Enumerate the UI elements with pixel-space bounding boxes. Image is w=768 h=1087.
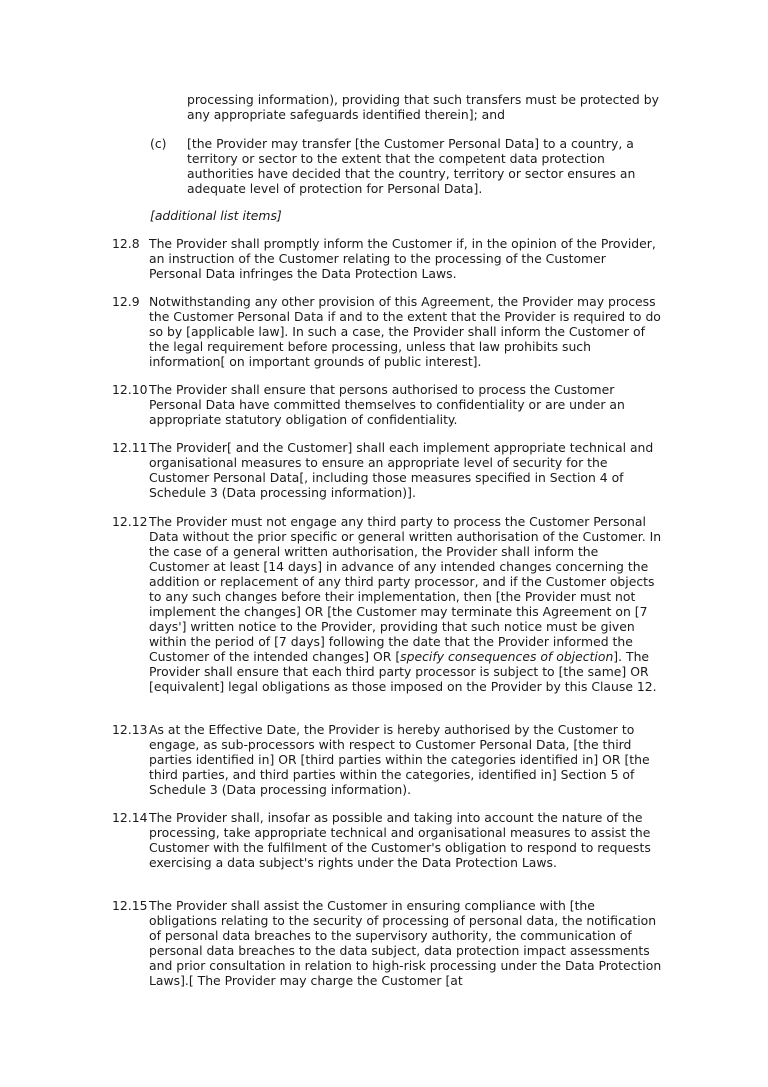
clause-number: 12.14	[112, 810, 148, 825]
list-item-label: (c)	[150, 136, 167, 151]
additional-list-items-placeholder: [additional list items]	[150, 208, 282, 223]
clause-text: The Provider shall, insofar as possible and taking into account the nature of the processing, take appropriate technical and organisational measures to assist the Customer with the fulfilment of the Customer's obligation to respond to requests exercising a data subject's rights under the Data Protection Laws.	[149, 810, 651, 870]
clause-text: The Provider shall assist the Customer in ensuring compliance with [the obligations relating to the security of processing of personal data, the notification of personal data breaches to the supervisory authority, the communication of personal data breaches to the data subject, data protection impact assessments and prior consultation in relation to high-risk processing under the Data Protection Laws].[ The Provider may charge the Customer [at	[149, 898, 662, 988]
clause-12-12	[112, 514, 662, 694]
lead-paragraph: processing information), providing that such transfers must be protected by any appropriate safeguards identified therein]; and	[187, 92, 659, 122]
clause-number: 12.9	[112, 294, 140, 309]
clause-12-8	[112, 236, 662, 281]
list-item-text: [the Provider may transfer [the Customer Personal Data] to a country, a territory or sector to the extent that the competent data protection authorities have decided that the country, territory or sector ensures an adequate level of protection for Personal Data].	[187, 136, 636, 196]
clause-number: 12.10	[112, 382, 148, 397]
clause-text: As at the Effective Date, the Provider is hereby authorised by the Customer to engage, as sub-processors with respect to Customer Personal Data, [the third parties identified in] OR [third parties within the categories identified in] OR [the third parties, and third parties within the categories, identified in] Section 5 of Schedule 3 (Data processing information).	[149, 722, 650, 797]
clause-text: The Provider shall ensure that persons authorised to process the Customer Personal Data have committed themselves to confidentiality or are under an appropriate statutory obligation of confidentiality.	[149, 382, 625, 427]
clause-text-italic: specify consequences of objection	[400, 649, 614, 664]
clause-number: 12.13	[112, 722, 148, 737]
list-item-c	[150, 136, 670, 196]
clause-text: The Provider shall promptly inform the Customer if, in the opinion of the Provider, an instruction of the Customer relating to the processing of the Customer Personal Data infringes the Data Protection Laws.	[149, 236, 656, 281]
clause-12-14	[112, 810, 662, 870]
clause-number: 12.15	[112, 898, 148, 913]
clause-12-11	[112, 440, 662, 500]
clause-text: The Provider[ and the Customer] shall each implement appropriate technical and organisational measures to ensure an appropriate level of security for the Customer Personal Data[, including those measures specified in Section 4 of Schedule 3 (Data processing information)].	[149, 440, 654, 500]
clause-number: 12.11	[112, 440, 148, 455]
clause-text-part: ]. The Provider shall ensure that each third party processor is subject to [the same] OR [equivalent] legal obligations as those imposed on the Provider by this Clause 12.	[149, 649, 657, 694]
clause-number: 12.8	[112, 236, 140, 251]
clause-12-13	[112, 722, 662, 797]
clause-12-10	[112, 382, 662, 427]
clause-number: 12.12	[112, 514, 148, 529]
clause-text-part: The Provider must not engage any third party to process the Customer Personal Data without the prior specific or general written authorisation of the Customer. In the case of a general written authorisation, the Provider shall inform the Customer at least [14 days] in advance of any intended changes concerning the addition or replacement of any third party processor, and if the Customer objects to any such changes before their implementation, then [the Provider must not implement the changes] OR [the Customer may terminate this Agreement on [7 days'] written notice to the Provider, providing that such notice must be given within the period of [7 days] following the date that the Provider informed the Customer of the intended changes] OR [	[149, 514, 662, 664]
clause-12-9	[112, 294, 662, 369]
clause-text	[149, 514, 662, 694]
clause-12-15	[112, 898, 662, 988]
clause-text: Notwithstanding any other provision of this Agreement, the Provider may process the Customer Personal Data if and to the extent that the Provider is required to do so by [applicable law]. In such a case, the Provider shall inform the Customer of the legal requirement before processing, unless that law prohibits such information[ on important grounds of public interest].	[149, 294, 661, 369]
